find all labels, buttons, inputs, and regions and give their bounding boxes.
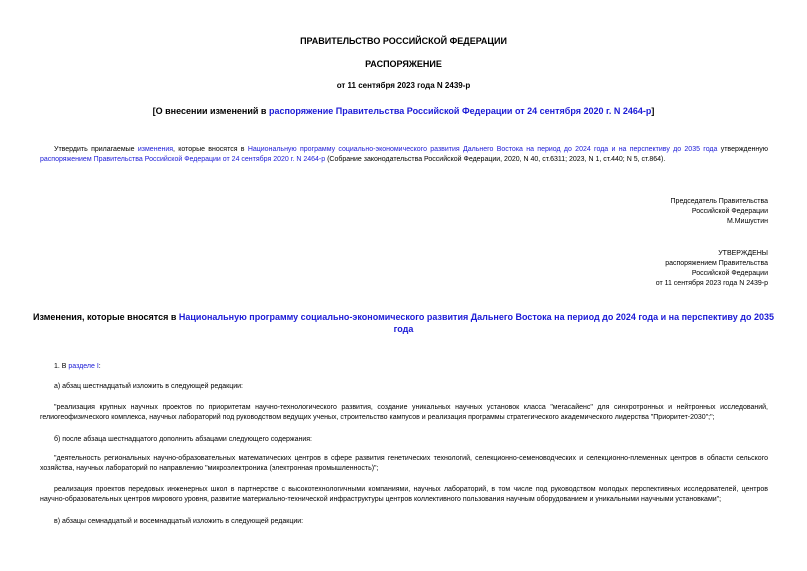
amendment-title-open: [О внесении изменений в [152, 106, 269, 116]
approval-line-3: Российской Федерации [691, 270, 768, 277]
approval-title: УТВЕРЖДЕНЫ [718, 250, 768, 257]
intro-text-3: утвержденную [717, 146, 768, 153]
quote-paragraph-3: реализация проектов передовых инженерных школ в партнерстве с высокотехнологичными компаниями, научных лабораторий, в том числе под руководством молодых перспективных исследователей, центров научно-образовательных центров мирового уровня, развитие материально-технической инфраструктуры центров коллективного пользования научным оборудованием и уникальными научными установками"; [40, 486, 768, 503]
subitem-a: а) абзац шестнадцатый изложить в следующей редакции: [54, 383, 243, 390]
changes-title [30, 311, 777, 335]
document-date-number: от 11 сентября 2023 года N 2439-р [336, 81, 471, 90]
approval-date: от 11 сентября 2023 года N 2439-р [655, 280, 768, 287]
amendment-title [0, 106, 807, 116]
changes-title-program-link[interactable]: Национальную программу социально-экономического развития Дальнего Востока на период до 2024 года и на перспективу до 2035 года [178, 312, 774, 334]
signature-name: М.Мишустин [726, 218, 768, 225]
section-i-link[interactable]: разделе I [68, 363, 99, 370]
item-1-end: : [98, 363, 101, 370]
amendment-title-close: ] [651, 106, 655, 116]
order-2464-link[interactable]: распоряжением Правительства Российской Федерации от 24 сентября 2020 г. N 2464-р [40, 156, 326, 163]
intro-text-1: Утвердить прилагаемые [54, 146, 138, 153]
intro-text-2: , которые вносятся в [173, 146, 248, 153]
subitem-b: б) после абзаца шестнадцатого дополнить абзацами следующего содержания: [54, 436, 312, 443]
intro-text-4: (Собрание законодательства Российской Федерации, 2020, N 40, ст.6311; 2023, N 1, ст.440; N 5, ст.864). [325, 156, 666, 163]
document-type: РАСПОРЯЖЕНИЕ [365, 59, 442, 69]
intro-paragraph [40, 145, 768, 165]
approval-block [468, 249, 768, 289]
national-program-link[interactable]: Национальную программу социально-экономического развития Дальнего Востока на период до 2024 года и на перспективу до 2035 года [247, 146, 718, 153]
signature-country: Российской Федерации [691, 208, 768, 215]
approval-line-2: распоряжением Правительства [665, 260, 768, 267]
subitem-v: в) абзацы семнадцатый и восемнадцатый изложить в следующей редакции: [54, 518, 304, 525]
changes-link[interactable]: изменения [137, 146, 174, 153]
amended-order-link[interactable]: распоряжение Правительства Российской Федерации от 24 сентября 2020 г. N 2464-р [268, 106, 652, 116]
item-1-text: 1. В [54, 363, 69, 370]
government-heading: ПРАВИТЕЛЬСТВО РОССИЙСКОЙ ФЕДЕРАЦИИ [300, 36, 507, 46]
changes-title-text: Изменения, которые вносятся в [33, 312, 179, 322]
item-1 [40, 362, 768, 372]
signature-block [468, 197, 768, 227]
quote-paragraph-2: "деятельность региональных научно-образовательных математических центров в сфере развития генетических технологий, селекционно-семеноводческих и селекционно-племенных центров в области сельского хозяйства, научных лабораторий по направлению "микроэлектроника (электронная промышленность)"; [40, 455, 768, 472]
signature-position: Председатель Правительства [670, 198, 768, 205]
quote-paragraph-1: "реализация крупных научных проектов по приоритетам научно-технологического развития, создание уникальных научных установок класса "мегасайенс" для синхротронных и нейтронных исследований, гелиогеофизического комплекса, научных лабораторий под руководством ведущих ученых, строительство кампусов и реализация программы стратегического академического лидерства "Приоритет-2030";"; [40, 404, 768, 421]
